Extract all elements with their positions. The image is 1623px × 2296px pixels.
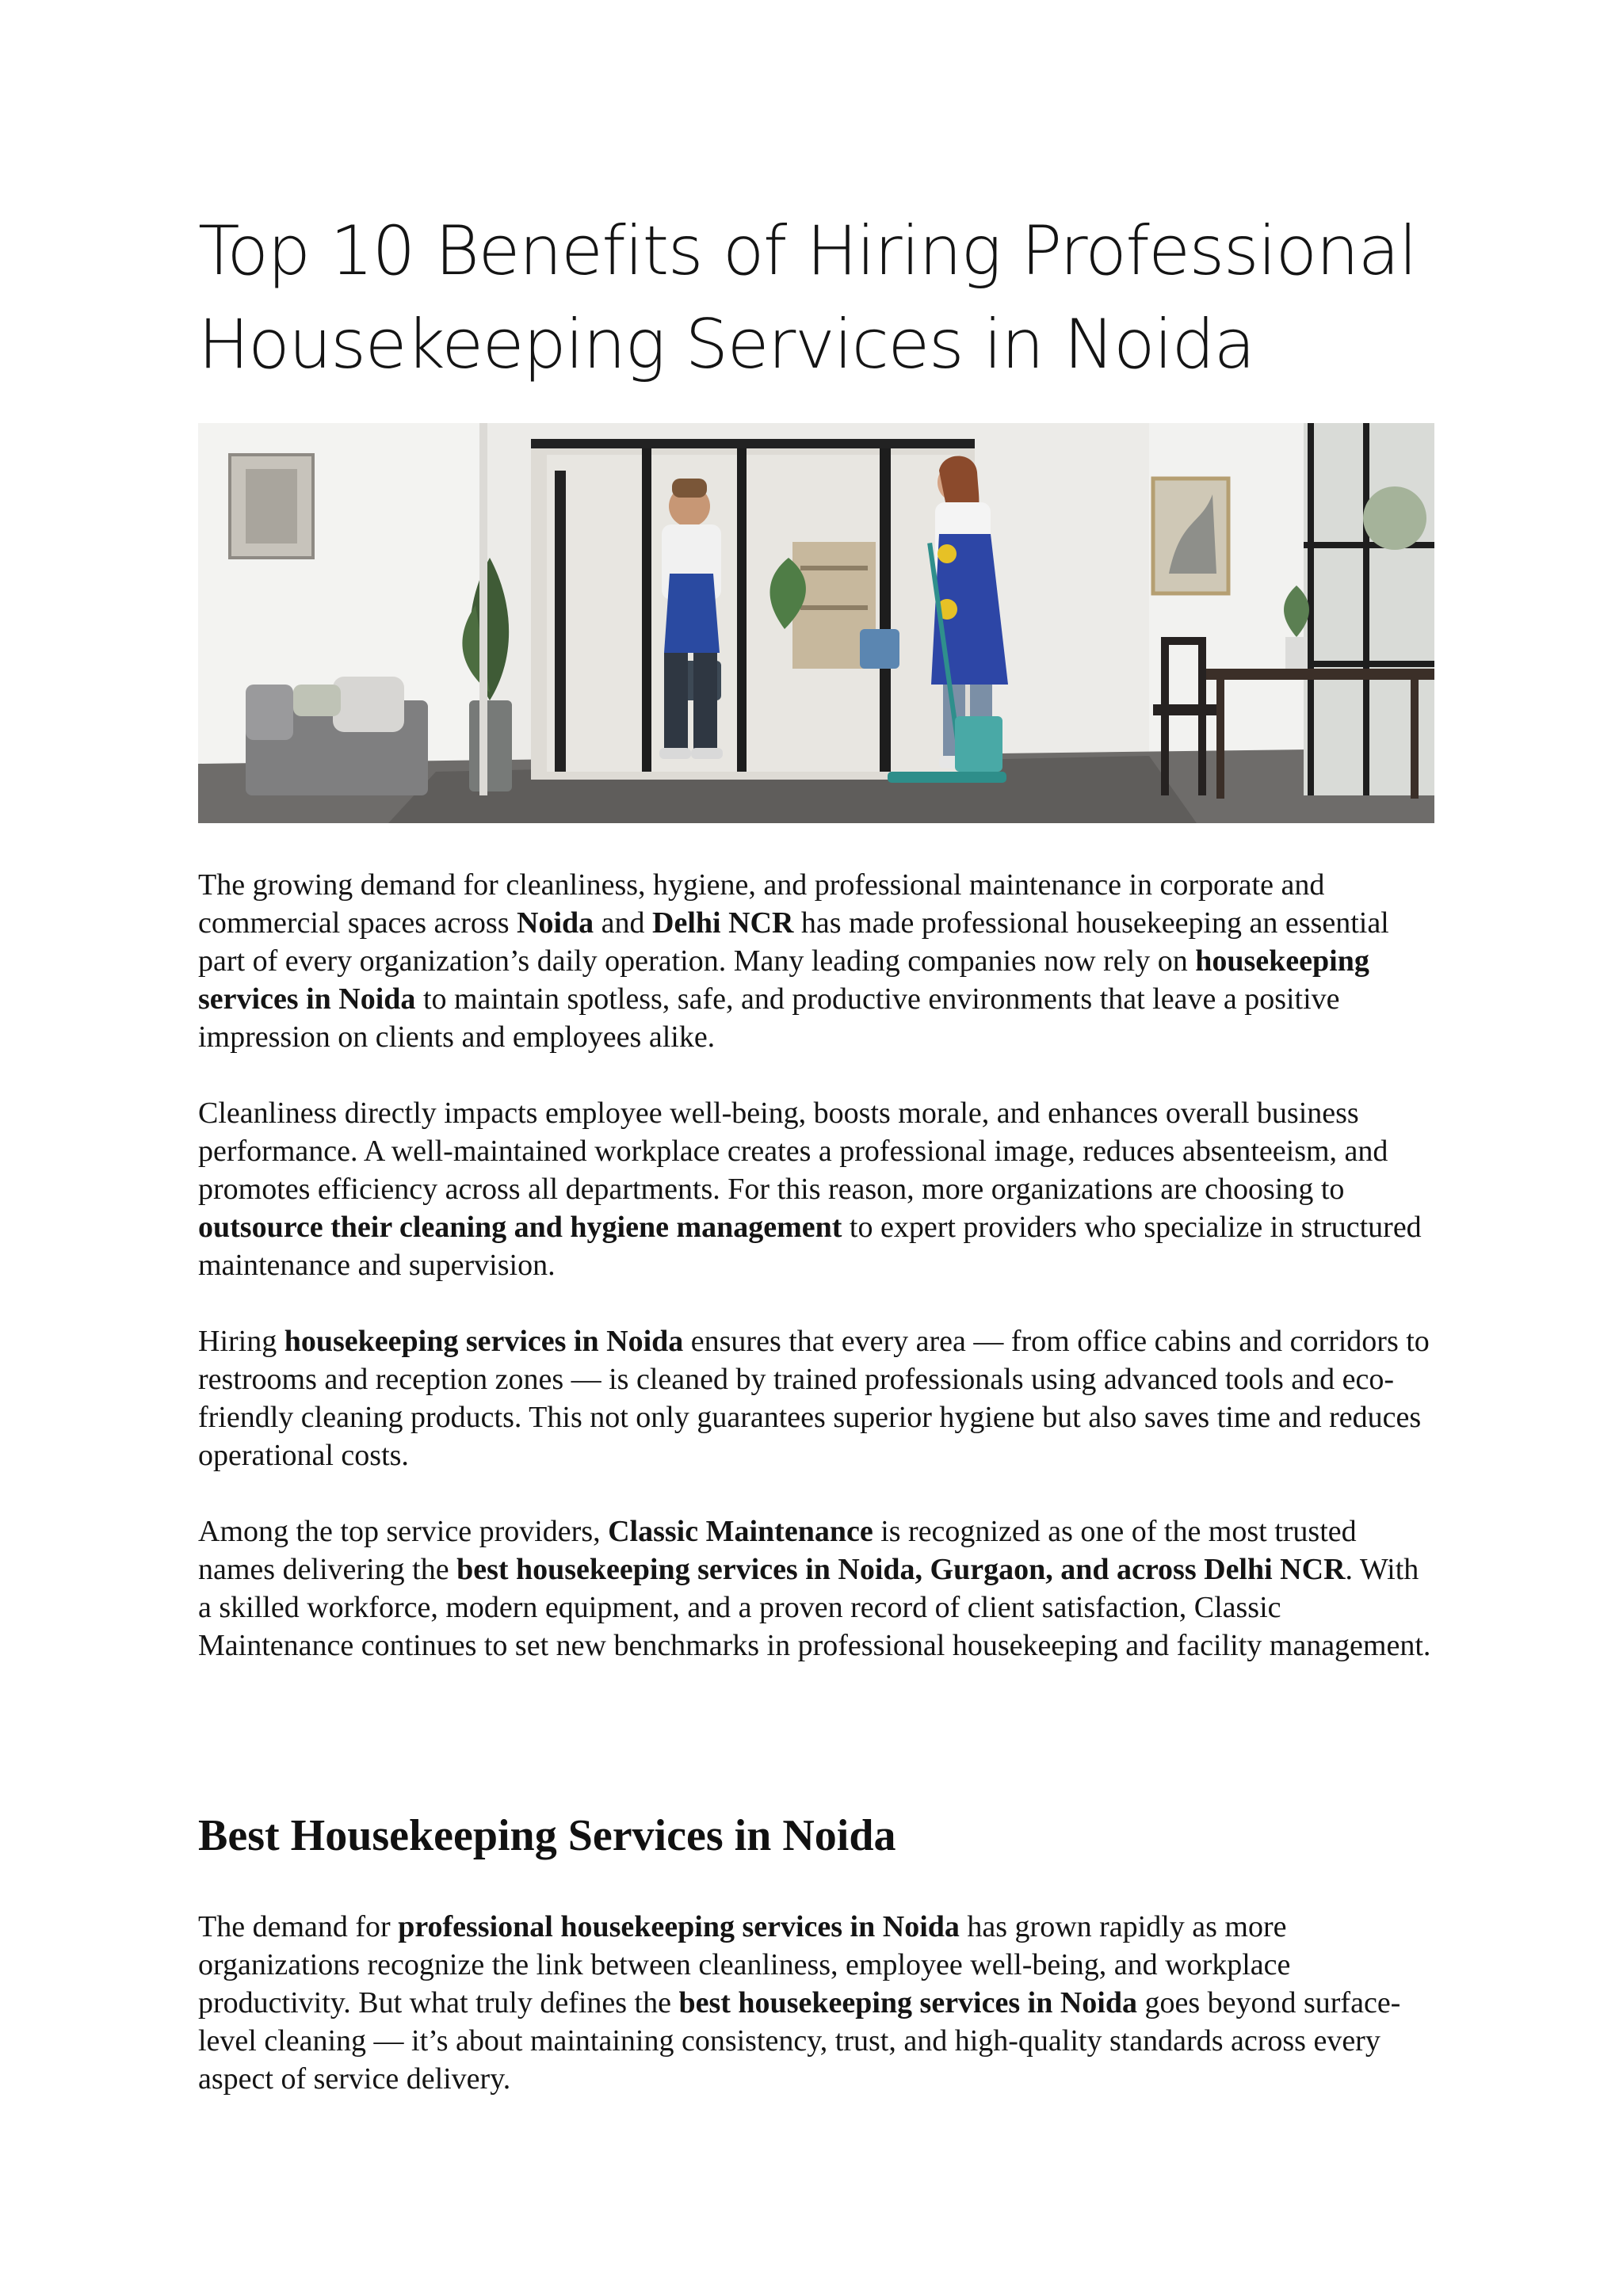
bold-text: professional housekeeping services in Noida: [398, 1910, 960, 1943]
text-run: has made professional housekeeping an essential part of every organization’s daily operation. Many leading companies now rely on: [198, 906, 1389, 978]
cleanliness-paragraph: [198, 1094, 1434, 1284]
bold-text: Delhi NCR: [652, 906, 794, 940]
hero-image: [198, 423, 1434, 823]
text-run: Cleanliness directly impacts employee well-being, boosts morale, and enhances overall business performance. A well-maintained workplace creates a professional image, reduces absenteeism, and promotes efficiency across all departments. For this reason, more organizations are choosing to: [198, 1097, 1388, 1206]
bold-text: best housekeeping services in Noida, Gurgaon, and across Delhi NCR: [456, 1553, 1346, 1586]
page-title: [198, 204, 1434, 391]
text-run: goes beyond surface-level cleaning — it’s about maintaining consistency, trust, and high-quality standards across every aspect of service delivery.: [198, 1986, 1401, 2096]
section-paragraph: [198, 1908, 1434, 2098]
text-run: . With a skilled workforce, modern equipment, and a proven record of client satisfaction, Classic Maintenance continues to set new benchmarks in professional housekeeping and facility management.: [198, 1553, 1431, 1662]
text-run: The demand for: [198, 1910, 399, 1943]
text-run: has grown rapidly as more organizations recognize the link between cleanliness, employee well-being, and workplace productivity. But what truly defines the: [198, 1910, 1291, 2019]
bold-text: Classic Maintenance: [608, 1515, 873, 1548]
text-run: to maintain spotless, safe, and productive environments that leave a positive impression on clients and employees alike.: [198, 982, 1340, 1054]
section-heading: Best Housekeeping Services in Noida: [198, 1811, 896, 1860]
bold-text: housekeeping services in Noida: [284, 1325, 684, 1358]
text-run: The growing demand for cleanliness, hygiene, and professional maintenance in corporate and commercial spaces across: [198, 868, 1325, 940]
text-run: is recognized as one of the most trusted names delivering the: [198, 1515, 1357, 1586]
text-run: to expert providers who specialize in structured maintenance and supervision.: [198, 1211, 1422, 1282]
text-run: Among the top service providers,: [198, 1515, 609, 1548]
text-run: and: [594, 906, 653, 940]
text-run: ensures that every area — from office cabins and corridors to restrooms and reception zones — is cleaned by trained professionals using advanced tools and eco-friendly cleaning products. This not only guarantees superior hygiene but also saves time and reduces operational costs.: [198, 1325, 1430, 1472]
text-run: Hiring: [198, 1325, 285, 1358]
hiring-paragraph: [198, 1322, 1434, 1474]
intro-paragraph: [198, 866, 1434, 1056]
bold-text: housekeeping services in Noida: [198, 944, 1369, 1016]
bold-text: best housekeeping services in Noida: [678, 1986, 1137, 2019]
bold-text: Noida: [517, 906, 594, 940]
page-title-line-2: Housekeeping Services in Noida: [198, 305, 1254, 384]
providers-paragraph: [198, 1512, 1434, 1665]
page-title-line-1: Top 10 Benefits of Hiring Professional: [198, 212, 1417, 291]
bold-text: outsource their cleaning and hygiene management: [198, 1211, 842, 1244]
